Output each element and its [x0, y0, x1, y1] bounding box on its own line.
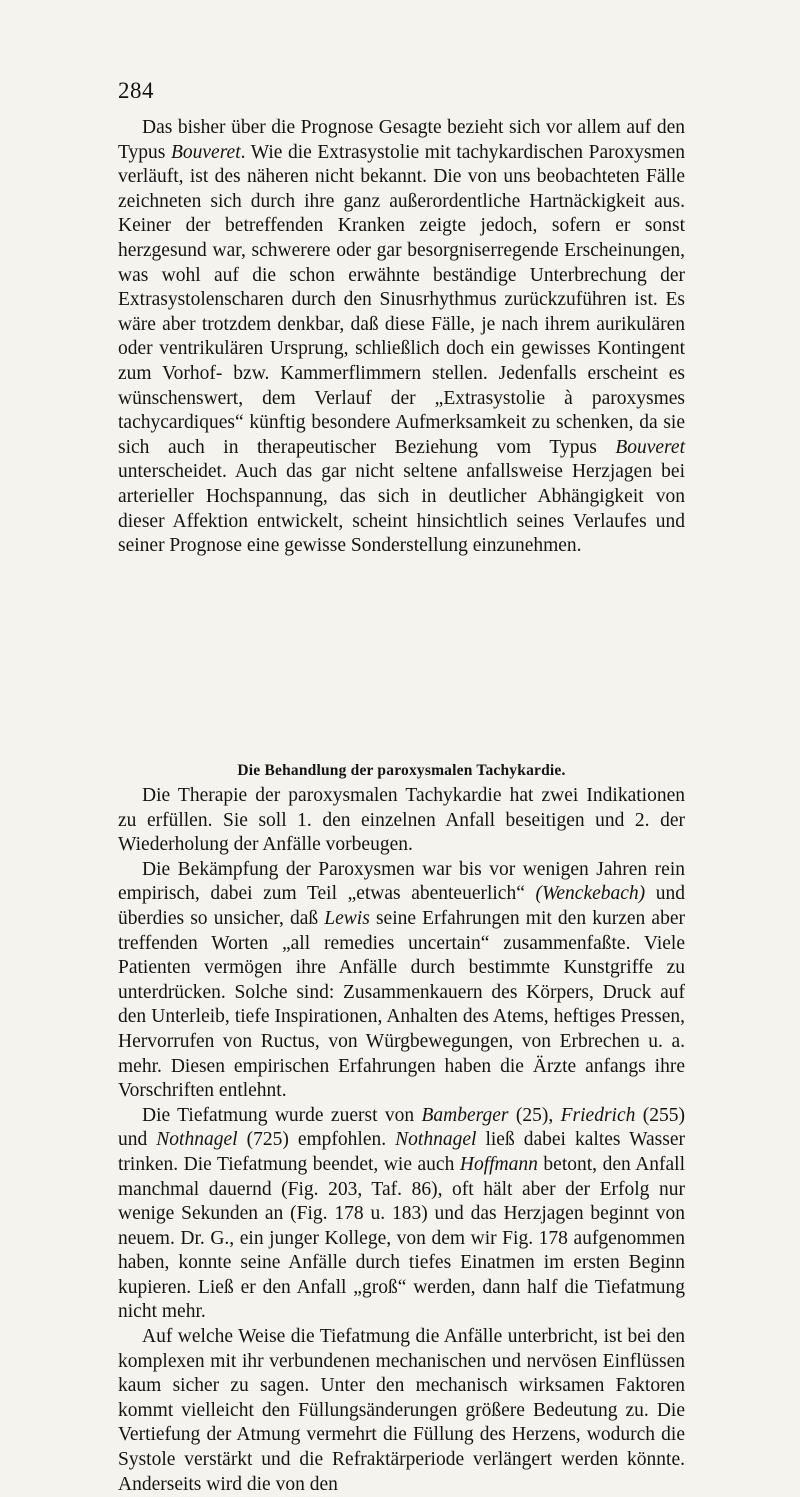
name-nothnagel: Nothnagel: [156, 1129, 238, 1151]
name-wenckebach: (Wenckebach): [535, 883, 646, 905]
name-friedrich: Friedrich: [560, 1104, 636, 1126]
section-body: [118, 784, 685, 1497]
name-bamberger: Bamberger: [421, 1104, 509, 1126]
section-heading: [118, 762, 685, 780]
paragraph-2: Die Therapie der paroxysmalen Tachykardie hat zwei Indikationen zu erfüllen. Sie soll 1. den einzelnen Anfall beseitigen und 2. der Wiederholung der Anfälle vorbeugen.: [118, 785, 685, 856]
name-nothnagel: Nothnagel: [395, 1129, 477, 1151]
name-lewis: Lewis: [324, 907, 370, 929]
paragraph-1: Das bisher über die Prognose Gesagte bezieht sich vor allem auf den Typus Bouveret. Wie die Extrasystolie mit tachykardischen Paroxysmen verläuft, ist des näheren nicht bekannt. Die von uns beobachteten Fälle zeichneten sich durch ihre ganz außerordentliche Hartnäckigkeit aus. Keiner der betreffenden Kranken zeigte jedoch, sofern er sonst herzgesund war, schwerere oder gar besorgniserregende Erscheinungen, was wohl auf die schon erwähnte beständige Unterbrechung der Extrasystolenscharen durch den Sinusrhythmus zurückzuführen ist. Es wäre aber trotzdem denkbar, daß diese Fälle, je nach ihrem aurikulären oder ventrikulären Ursprung, schließlich doch ein gewisses Kontingent zum Vorhof- bzw. Kammerflimmern stellen. Jedenfalls erscheint es wünschenswert, dem Verlauf der „Extrasystolie à paroxysmes tachycardiques“ künftig besondere Aufmerksamkeit zu schenken, da sie sich auch in therapeutischer Beziehung vom Typus Bouveret unterscheidet. Auch das gar nicht seltene anfallsweise Herzjagen bei arterieller Hochspannung, das sich in deutlicher Abhängigkeit von dieser Affektion entwickelt, scheint hinsichtlich seines Verlaufes und seiner Prognose eine gewisse Sonderstellung einzunehmen.: [118, 117, 685, 557]
page-number: 284: [118, 78, 154, 103]
name-bouveret: Bouveret: [615, 436, 685, 458]
name-bouveret: Bouveret: [170, 141, 241, 163]
section-heading-text: Die Behandlung der paroxysmalen Tachykardie.: [237, 762, 566, 779]
paragraph-4: Die Tiefatmung wurde zuerst von Bamberger (25), Friedrich (255) und Nothnagel (725) empfohlen. Nothnagel ließ dabei kaltes Wasser trinken. Die Tiefatmung beendet, wie auch Hoffmann betont, den Anfall manchmal dauernd (Fig. 203, Taf. 86), oft hält aber der Erfolg nur wenige Sekunden an (Fig. 178 u. 183) und das Herzjagen beginnt von neuem. Dr. G., ein junger Kollege, von dem wir Fig. 178 aufgenommen haben, konnte seine Anfälle durch tiefes Einatmen im ersten Beginn kupieren. Ließ er den Anfall „groß“ werden, dann half die Tiefatmung nicht mehr.: [118, 1104, 686, 1323]
paragraph-3: Die Bekämpfung der Paroxysmen war bis vor wenigen Jahren rein empirisch, dabei zum Teil „etwas abenteuerlich“ (Wenckebach) und überdies so unsicher, daß Lewis seine Erfahrungen mit den kurzen aber treffenden Worten „all remedies uncertain“ zusammenfaßte. Viele Patienten vermögen ihre Anfälle durch bestimmte Kunstgriffe zu unterdrücken. Solche sind: Zusammenkauern des Körpers, Druck auf den Unterleib, tiefe Inspirationen, Anhalten des Atems, heftiges Pressen, Hervorrufen von Ructus, von Würgbewegungen, von Erbrechen u. a. mehr. Diesen empirischen Erfahrungen haben die Ärzte anfangs ihre Vorschriften entlehnt.: [118, 858, 685, 1102]
paragraph-prognosis: [118, 116, 685, 559]
name-hoffmann: Hoffmann: [459, 1153, 538, 1175]
paragraph-5: Auf welche Weise die Tiefatmung die Anfälle unterbricht, ist bei den komplexen mit ihr verbundenen mechanischen und nervösen Einflüssen kaum sicher zu sagen. Unter den mechanisch wirksamen Faktoren kommt vielleicht den Füllungsänderungen größere Bedeutung zu. Die Vertiefung der Atmung vermehrt die Füllung des Herzens, wodurch die Systole verstärkt und die Refraktärperiode verlängert werden könnte. Anderseits wird die von den: [118, 1326, 685, 1495]
